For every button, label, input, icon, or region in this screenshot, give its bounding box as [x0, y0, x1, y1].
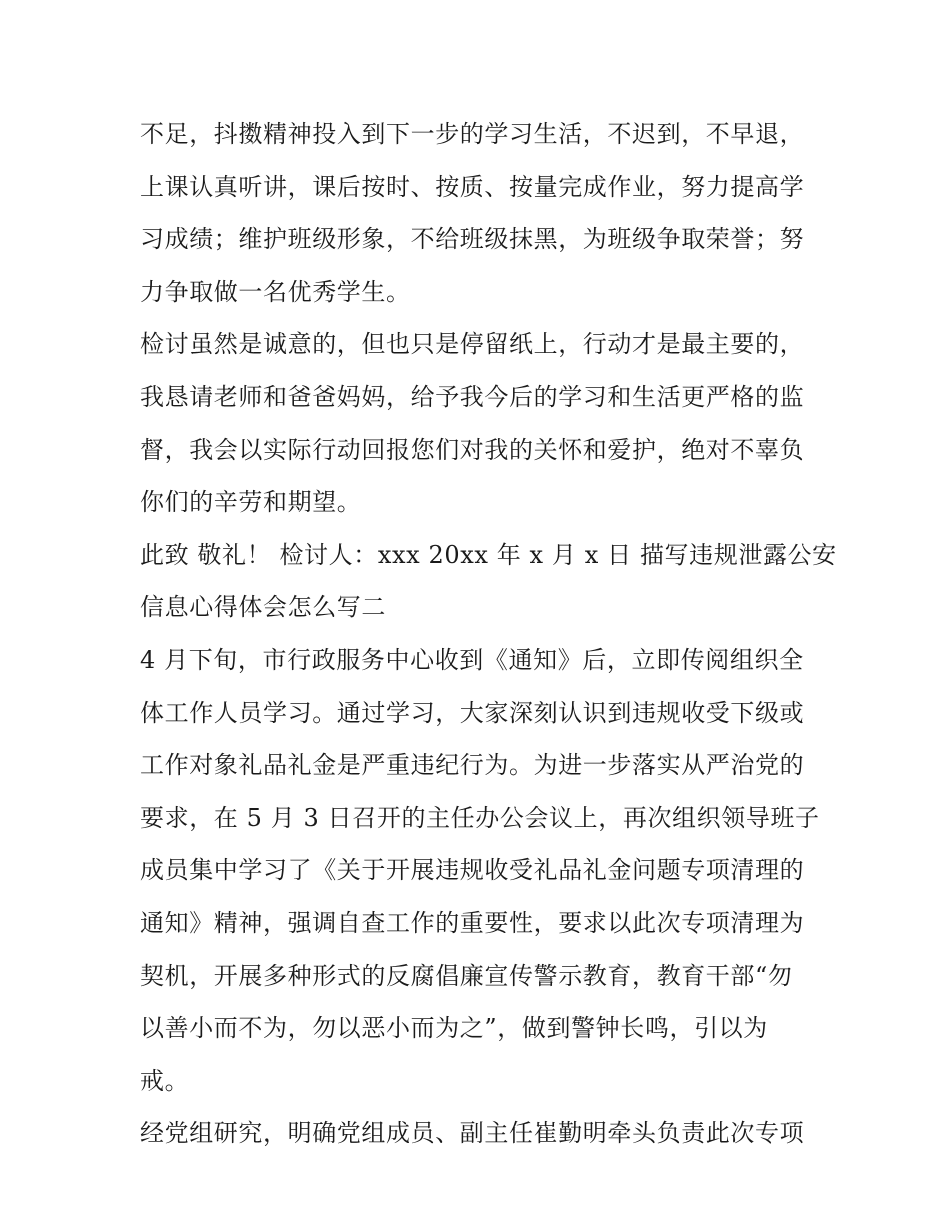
text-line: 此致 敬礼！ 检讨人：xxx 20xx 年 x 月 x 日 描写违规泄露公安: [140, 540, 837, 569]
text-line: 信息心得体会怎么写二: [140, 593, 386, 622]
text-line: 习成绩；维护班级形象，不给班级抹黑，为班级争取荣誉；努: [140, 225, 805, 254]
paragraph-5: [140, 1107, 830, 1160]
text-line: 经党组研究，明确党组成员、副主任崔勤明牵头负责此次专项: [140, 1119, 805, 1148]
paragraph-4: [140, 634, 830, 1107]
text-line: 工作对象礼品礼金是严重违纪行为。为进一步落实从严治党的: [140, 751, 805, 780]
text-line: 契机，开展多种形式的反腐倡廉宣传警示教育，教育干部“勿: [140, 961, 793, 990]
text-line: 检讨虽然是诚意的，但也只是停留纸上，行动才是最主要的，: [140, 330, 805, 359]
text-line: 你们的辛劳和期望。: [140, 488, 362, 517]
text-line: 力争取做一名优秀学生。: [140, 277, 411, 306]
text-line: 体工作人员学习。通过学习，大家深刻认识到违规收受下级或: [140, 698, 805, 727]
paragraph-2: [140, 318, 830, 528]
paragraph-1: [140, 108, 830, 318]
paragraph-3: [140, 529, 837, 634]
text-line: 我恳请老师和爸爸妈妈，给予我今后的学习和生活更严格的监: [140, 382, 805, 411]
text-line: 成员集中学习了《关于开展违规收受礼品礼金问题专项清理的: [140, 856, 805, 885]
text-line: 不足，抖擞精神投入到下一步的学习生活，不迟到，不早退，: [140, 120, 805, 148]
text-line: 4 月下旬，市行政服务中心收到《通知》后，立即传阅组织全: [140, 645, 804, 674]
text-line: 督，我会以实际行动回报您们对我的关怀和爱护，绝对不辜负: [140, 435, 805, 464]
text-line: 上课认真听讲，课后按时、按质、按量完成作业，努力提高学: [140, 172, 805, 201]
text-line: 戒。: [140, 1066, 190, 1095]
text-line: 通知》精神，强调自查工作的重要性，要求以此次专项清理为: [140, 908, 805, 937]
text-line: 以善小而不为，勿以恶小而为之”，做到警钟长鸣，引以为: [140, 1014, 768, 1043]
document-body: [140, 108, 837, 1160]
text-line: 要求，在 5 月 3 日召开的主任办公会议上，再次组织领导班子: [140, 803, 820, 832]
